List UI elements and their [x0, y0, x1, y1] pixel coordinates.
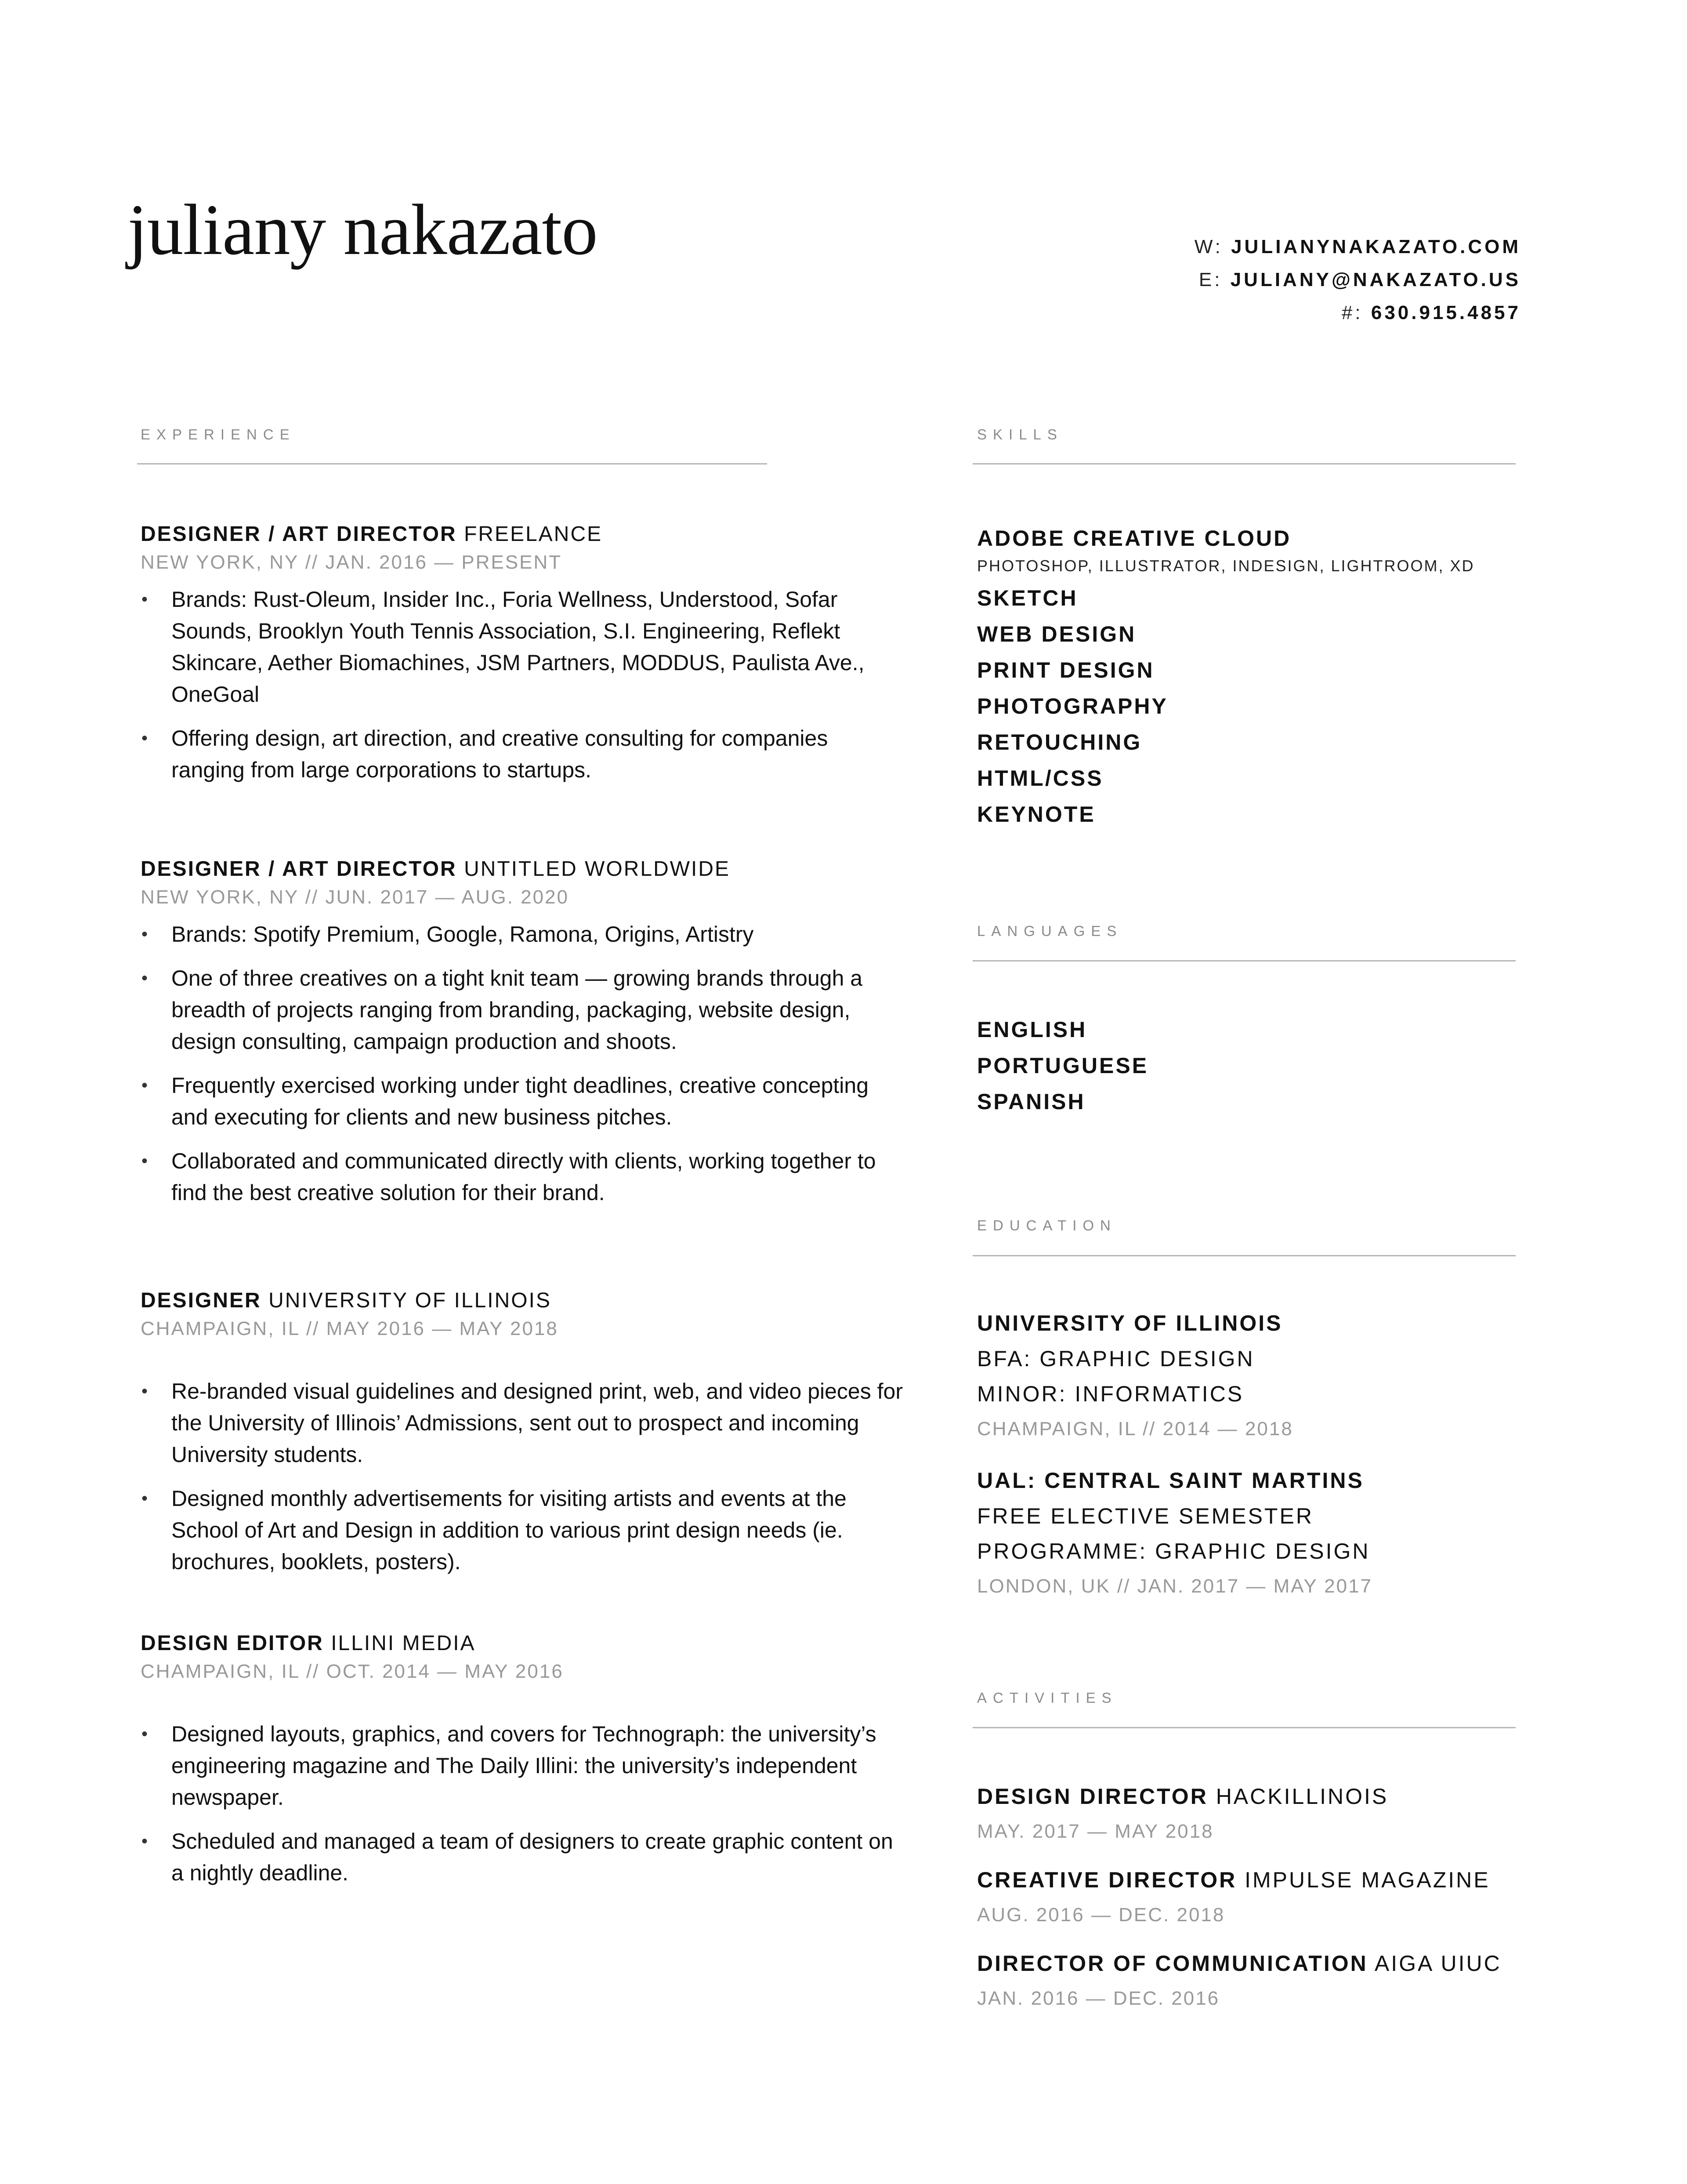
- contact-website-label: W:: [1194, 236, 1223, 258]
- education-heading: EDUCATION: [977, 1217, 1117, 1233]
- job-untitled-bullets: [141, 918, 905, 1221]
- resume-name: juliany nakazato: [127, 189, 597, 270]
- activity-meta: AUG. 2016 — DEC. 2018: [977, 1904, 1225, 1926]
- list-item: [141, 1825, 905, 1889]
- activity-entry: [977, 1946, 1502, 2016]
- job-meta: NEW YORK, NY // JAN. 2016 — PRESENT: [141, 551, 562, 573]
- job-meta: CHAMPAIGN, IL // MAY 2016 — MAY 2018: [141, 1318, 558, 1339]
- education-detail: MINOR: INFORMATICS: [977, 1382, 1244, 1406]
- skill-item: PRINT DESIGN: [977, 658, 1155, 682]
- bullet-dot: •: [141, 1724, 148, 1744]
- contact-phone-label: #:: [1341, 302, 1363, 323]
- languages-heading: LANGUAGES: [977, 923, 1123, 939]
- activities-heading: ACTIVITIES: [977, 1690, 1118, 1706]
- job-meta: CHAMPAIGN, IL // OCT. 2014 — MAY 2016: [141, 1661, 564, 1682]
- list-item: [141, 918, 905, 950]
- education-school: UNIVERSITY OF ILLINOIS: [977, 1311, 1283, 1335]
- bullet-dot: •: [141, 1382, 148, 1401]
- activity-title: [977, 1862, 1502, 1897]
- skills-heading: SKILLS: [977, 426, 1063, 443]
- bullet-text: One of three creatives on a tight knit team — growing brands through a breadth of projects ranging from branding, packaging, website design, design consulting, campaign production and shoots.: [171, 966, 863, 1054]
- activity-entry: [977, 1779, 1502, 1849]
- contact-phone-value[interactable]: 630.915.4857: [1371, 302, 1521, 323]
- job-untitled: [141, 857, 887, 908]
- contact-website[interactable]: [1195, 230, 1521, 263]
- list-item: [141, 1070, 905, 1133]
- job-org: ILLINI MEDIA: [331, 1632, 476, 1655]
- bullet-text: Brands: Spotify Premium, Google, Ramona, Origins, Artistry: [171, 922, 754, 947]
- education-detail: BFA: GRAPHIC DESIGN: [977, 1346, 1255, 1371]
- list-item: [141, 1483, 905, 1578]
- contact-email-label: E:: [1198, 269, 1223, 290]
- activity-meta: JAN. 2016 — DEC. 2016: [977, 1988, 1220, 2009]
- activity-meta: MAY. 2017 — MAY 2018: [977, 1821, 1214, 1842]
- bullet-text: Frequently exercised working under tight deadlines, creative concepting and executing for clients and new business pitches.: [171, 1073, 869, 1129]
- skill-primary-sub: PHOTOSHOP, ILLUSTRATOR, INDESIGN, LIGHTROOM, XD: [977, 557, 1475, 575]
- bullet-dot: •: [141, 729, 148, 748]
- list-item: [141, 584, 905, 710]
- bullet-text: Scheduled and managed a team of designers to create graphic content on a nightly deadline.: [171, 1829, 893, 1885]
- activity-org: IMPULSE MAGAZINE: [1245, 1868, 1490, 1892]
- bullet-dot: •: [141, 1151, 148, 1171]
- skill-primary: ADOBE CREATIVE CLOUD: [977, 526, 1292, 551]
- skill-item: PHOTOGRAPHY: [977, 694, 1168, 718]
- job-meta: NEW YORK, NY // JUN. 2017 — AUG. 2020: [141, 886, 569, 908]
- job-title: [141, 1288, 887, 1313]
- job-org: UNTITLED WORLDWIDE: [464, 857, 731, 881]
- bullet-text: Re-branded visual guidelines and designed print, web, and video pieces for the University of Illinois’ Admissions, sent out to prospect and incoming University students.: [171, 1379, 903, 1467]
- contact-email-value[interactable]: JULIANY@NAKAZATO.US: [1230, 269, 1521, 290]
- education-detail: FREE ELECTIVE SEMESTER: [977, 1504, 1314, 1528]
- job-illini-media-bullets: [141, 1718, 905, 1901]
- job-org: FREELANCE: [464, 522, 603, 546]
- language-item: SPANISH: [977, 1089, 1086, 1114]
- list-item: [141, 962, 905, 1057]
- skills-rule: [973, 463, 1516, 464]
- education-list: [977, 1305, 1372, 1604]
- languages-rule: [973, 960, 1516, 961]
- bullet-text: Brands: Rust-Oleum, Insider Inc., Foria Wellness, Understood, Sofar Sounds, Brooklyn Youth Tennis Association, S.I. Engineering, Reflekt Skincare, Aether Biomachines, JSM Partners, MODDUS, Paulista Ave., OneGoal: [171, 587, 865, 707]
- skill-item: HTML/CSS: [977, 766, 1104, 791]
- activity-role: CREATIVE DIRECTOR: [977, 1868, 1237, 1892]
- bullet-dot: •: [141, 590, 148, 609]
- skills-list: [977, 520, 1475, 832]
- activity-role: DESIGN DIRECTOR: [977, 1784, 1208, 1809]
- bullet-text: Collaborated and communicated directly with clients, working together to find the best creative solution for their brand.: [171, 1149, 876, 1205]
- activity-org: HACKILLINOIS: [1216, 1784, 1389, 1809]
- job-title: [141, 1631, 887, 1655]
- education-school: UAL: CENTRAL SAINT MARTINS: [977, 1468, 1364, 1493]
- education-entry: [977, 1462, 1372, 1604]
- language-item: PORTUGUESE: [977, 1053, 1149, 1078]
- activity-title: [977, 1779, 1502, 1814]
- job-role: DESIGN EDITOR: [141, 1632, 324, 1655]
- education-detail: PROGRAMME: GRAPHIC DESIGN: [977, 1539, 1370, 1564]
- bullet-text: Designed monthly advertisements for visiting artists and events at the School of Art and Design in addition to various print design needs (ie. brochures, booklets, posters).: [171, 1486, 847, 1574]
- bullet-text: Designed layouts, graphics, and covers for Technograph: the university’s engineering magazine and The Daily Illini: the university’s independent newspaper.: [171, 1722, 876, 1810]
- bullet-dot: •: [141, 925, 148, 944]
- job-illini-media: [141, 1631, 887, 1683]
- list-item: [141, 1718, 905, 1813]
- activity-title: [977, 1946, 1502, 1981]
- contact-email[interactable]: [1195, 263, 1521, 296]
- experience-heading: EXPERIENCE: [141, 426, 296, 443]
- job-uiuc: [141, 1288, 887, 1340]
- job-org: UNIVERSITY OF ILLINOIS: [268, 1289, 551, 1312]
- job-role: DESIGNER: [141, 1289, 261, 1312]
- languages-list: [977, 1012, 1148, 1120]
- activity-entry: [977, 1862, 1502, 1933]
- activities-list: [977, 1779, 1502, 2029]
- bullet-dot: •: [141, 1832, 148, 1851]
- skill-item: WEB DESIGN: [977, 622, 1137, 646]
- bullet-dot: •: [141, 1076, 148, 1095]
- education-rule: [973, 1255, 1516, 1256]
- bullet-text: Offering design, art direction, and creative consulting for companies ranging from large corporations to startups.: [171, 726, 828, 782]
- job-freelance-bullets: [141, 584, 905, 798]
- contact-website-value[interactable]: JULIANYNAKAZATO.COM: [1231, 236, 1521, 258]
- job-role: DESIGNER / ART DIRECTOR: [141, 522, 457, 546]
- education-meta: CHAMPAIGN, IL // 2014 — 2018: [977, 1418, 1293, 1440]
- job-uiuc-bullets: [141, 1375, 905, 1590]
- bullet-dot: •: [141, 1489, 148, 1508]
- skill-item: SKETCH: [977, 586, 1078, 610]
- education-entry: [977, 1305, 1372, 1447]
- activities-rule: [973, 1727, 1516, 1728]
- job-title: [141, 857, 887, 881]
- contact-phone[interactable]: [1195, 296, 1521, 329]
- bullet-dot: •: [141, 969, 148, 988]
- list-item: [141, 1375, 905, 1470]
- job-title: [141, 522, 887, 546]
- activity-org: AIGA UIUC: [1374, 1951, 1502, 1976]
- contact-block: [1195, 230, 1521, 329]
- skill-item: KEYNOTE: [977, 802, 1096, 827]
- job-freelance: [141, 522, 887, 573]
- list-item: [141, 1145, 905, 1208]
- education-meta: LONDON, UK // JAN. 2017 — MAY 2017: [977, 1575, 1373, 1597]
- experience-rule: [137, 463, 767, 464]
- skill-item: RETOUCHING: [977, 730, 1142, 755]
- activity-role: DIRECTOR OF COMMUNICATION: [977, 1951, 1368, 1976]
- list-item: [141, 722, 905, 786]
- language-item: ENGLISH: [977, 1017, 1087, 1042]
- job-role: DESIGNER / ART DIRECTOR: [141, 857, 457, 881]
